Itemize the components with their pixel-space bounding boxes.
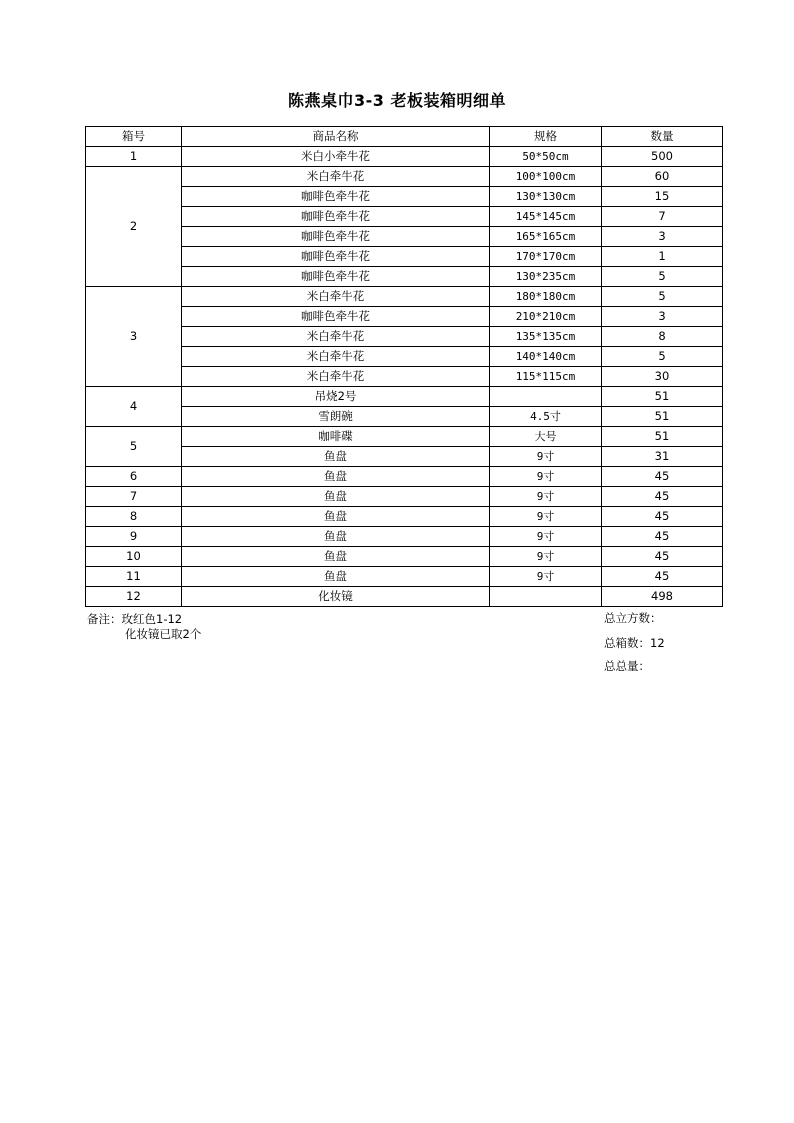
cell-spec: 9寸 xyxy=(490,507,602,527)
cell-name: 咖啡色牵牛花 xyxy=(182,187,490,207)
table-row xyxy=(86,467,723,487)
table-row xyxy=(86,487,723,507)
cell-qty: 3 xyxy=(602,307,723,327)
cell-spec: 210*210cm xyxy=(490,307,602,327)
cell-name: 雪朗碗 xyxy=(182,407,490,427)
cell-spec: 大号 xyxy=(490,427,602,447)
cell-name: 米白小牵牛花 xyxy=(182,147,490,167)
remarks-line-1 xyxy=(87,612,201,627)
cell-name: 米白牵牛花 xyxy=(182,167,490,187)
cell-name: 鱼盘 xyxy=(182,487,490,507)
table-row xyxy=(86,267,723,287)
cell-spec: 115*115cm xyxy=(490,367,602,387)
cell-name: 鱼盘 xyxy=(182,467,490,487)
cell-name: 米白牵牛花 xyxy=(182,287,490,307)
cell-qty: 5 xyxy=(602,287,723,307)
cell-name: 鱼盘 xyxy=(182,547,490,567)
cell-qty: 5 xyxy=(602,347,723,367)
total-boxes: 总箱数：12 xyxy=(604,636,665,650)
cell-box: 1 xyxy=(86,147,182,167)
cell-qty: 5 xyxy=(602,267,723,287)
remarks-text-1: 玫红色1-12 xyxy=(121,612,183,626)
cell-box: 12 xyxy=(86,587,182,607)
cell-name: 咖啡色牵牛花 xyxy=(182,207,490,227)
cell-qty: 15 xyxy=(602,187,723,207)
table-row xyxy=(86,567,723,587)
table-row xyxy=(86,327,723,347)
cell-box: 8 xyxy=(86,507,182,527)
cell-qty: 500 xyxy=(602,147,723,167)
cell-box: 5 xyxy=(86,427,182,467)
cell-qty: 45 xyxy=(602,547,723,567)
cell-spec: 9寸 xyxy=(490,447,602,467)
table-row xyxy=(86,387,723,407)
cell-qty: 51 xyxy=(602,387,723,407)
cell-spec xyxy=(490,587,602,607)
cell-spec: 165*165cm xyxy=(490,227,602,247)
packing-list-table xyxy=(85,126,723,607)
cell-spec: 145*145cm xyxy=(490,207,602,227)
cell-spec: 100*100cm xyxy=(490,167,602,187)
header-product-name: 商品名称 xyxy=(182,127,490,147)
table-row xyxy=(86,447,723,467)
cell-qty: 60 xyxy=(602,167,723,187)
cell-qty: 45 xyxy=(602,467,723,487)
cell-spec: 9寸 xyxy=(490,527,602,547)
cell-spec: 9寸 xyxy=(490,487,602,507)
cell-spec: 9寸 xyxy=(490,467,602,487)
total-weight: 总总量： xyxy=(604,659,650,673)
cell-name: 米白牵牛花 xyxy=(182,347,490,367)
cell-box: 6 xyxy=(86,467,182,487)
cell-spec: 9寸 xyxy=(490,567,602,587)
cell-name: 吊烧2号 xyxy=(182,387,490,407)
table-row xyxy=(86,587,723,607)
remarks-label: 备注： xyxy=(87,612,122,626)
cell-box: 9 xyxy=(86,527,182,547)
table-row xyxy=(86,347,723,367)
cell-qty: 7 xyxy=(602,207,723,227)
cell-name: 咖啡色牵牛花 xyxy=(182,307,490,327)
cell-name: 鱼盘 xyxy=(182,447,490,467)
cell-spec: 170*170cm xyxy=(490,247,602,267)
table-row xyxy=(86,147,723,167)
cell-spec: 4.5寸 xyxy=(490,407,602,427)
cell-spec: 50*50cm xyxy=(490,147,602,167)
table-row xyxy=(86,167,723,187)
cell-spec xyxy=(490,387,602,407)
cell-spec: 180*180cm xyxy=(490,287,602,307)
cell-name: 咖啡色牵牛花 xyxy=(182,267,490,287)
table-row xyxy=(86,287,723,307)
cell-name: 鱼盘 xyxy=(182,507,490,527)
cell-qty: 498 xyxy=(602,587,723,607)
cell-qty: 1 xyxy=(602,247,723,267)
cell-name: 化妆镜 xyxy=(182,587,490,607)
cell-qty: 31 xyxy=(602,447,723,467)
table-row xyxy=(86,407,723,427)
cell-name: 咖啡碟 xyxy=(182,427,490,447)
cell-spec: 140*140cm xyxy=(490,347,602,367)
table-row xyxy=(86,207,723,227)
cell-qty: 3 xyxy=(602,227,723,247)
cell-box: 10 xyxy=(86,547,182,567)
cell-spec: 130*235cm xyxy=(490,267,602,287)
table-row xyxy=(86,307,723,327)
table-row xyxy=(86,547,723,567)
cell-qty: 8 xyxy=(602,327,723,347)
cell-qty: 45 xyxy=(602,487,723,507)
cell-name: 鱼盘 xyxy=(182,567,490,587)
cell-box: 4 xyxy=(86,387,182,427)
document-title: 陈燕桌巾3-3 老板装箱明细单 xyxy=(288,91,506,110)
table-row xyxy=(86,247,723,267)
cell-name: 咖啡色牵牛花 xyxy=(182,227,490,247)
cell-spec: 130*130cm xyxy=(490,187,602,207)
cell-qty: 51 xyxy=(602,407,723,427)
cell-spec: 9寸 xyxy=(490,547,602,567)
cell-qty: 45 xyxy=(602,527,723,547)
remarks xyxy=(87,612,201,642)
table-row xyxy=(86,507,723,527)
cell-qty: 45 xyxy=(602,567,723,587)
cell-name: 咖啡色牵牛花 xyxy=(182,247,490,267)
header-quantity: 数量 xyxy=(602,127,723,147)
cell-name: 米白牵牛花 xyxy=(182,367,490,387)
cell-spec: 135*135cm xyxy=(490,327,602,347)
header-box-number: 箱号 xyxy=(86,127,182,147)
total-volume: 总立方数： xyxy=(604,611,662,625)
table-header-row xyxy=(86,127,723,147)
remarks-text-2: 化妆镜已取2个 xyxy=(125,627,202,641)
table-row xyxy=(86,187,723,207)
cell-box: 7 xyxy=(86,487,182,507)
table-row xyxy=(86,227,723,247)
cell-qty: 30 xyxy=(602,367,723,387)
header-spec: 规格 xyxy=(490,127,602,147)
table-row xyxy=(86,367,723,387)
cell-qty: 45 xyxy=(602,507,723,527)
cell-name: 米白牵牛花 xyxy=(182,327,490,347)
table-row xyxy=(86,427,723,447)
table-row xyxy=(86,527,723,547)
cell-box: 2 xyxy=(86,167,182,287)
cell-name: 鱼盘 xyxy=(182,527,490,547)
cell-box: 11 xyxy=(86,567,182,587)
cell-qty: 51 xyxy=(602,427,723,447)
cell-box: 3 xyxy=(86,287,182,387)
